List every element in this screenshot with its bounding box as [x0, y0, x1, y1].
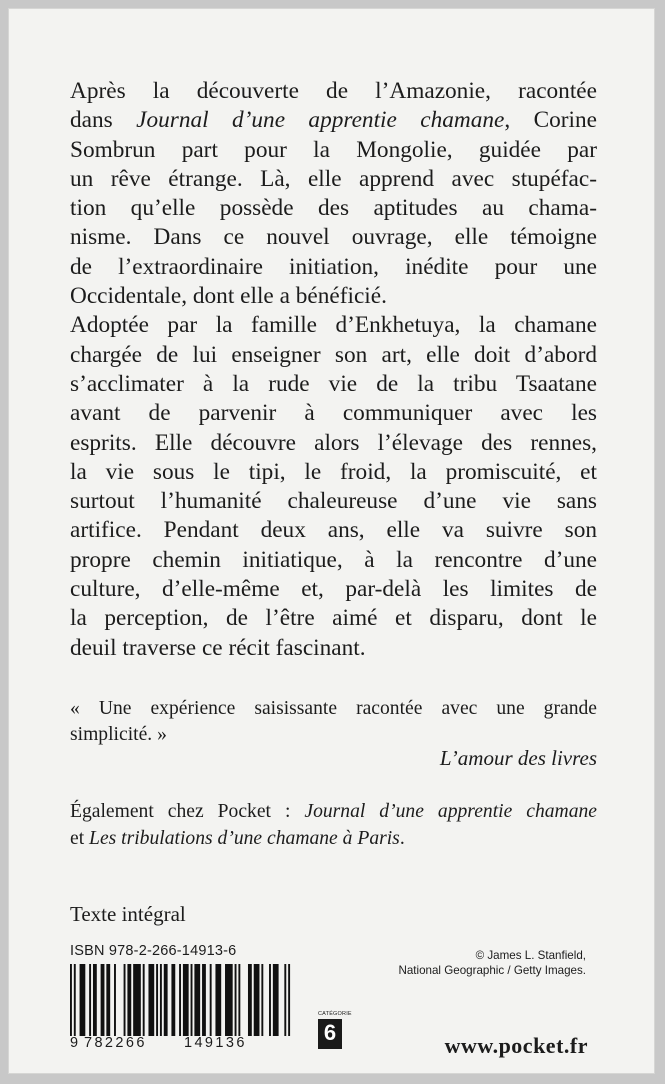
- blurb-paragraph1-line: nisme. Dans ce nouvel ouvrage, elle témoigne: [70, 224, 597, 251]
- category-number: 6: [318, 1019, 342, 1049]
- barcode-bar: [191, 964, 193, 1036]
- press-quote: [70, 696, 597, 748]
- blurb-paragraph2-line: deuil traverse ce récit fascinant.: [70, 634, 366, 661]
- barcode-bar: [210, 964, 212, 1036]
- barcode-bar: [238, 964, 240, 1036]
- book-title-reference: Journal d’une apprentie chamane: [136, 107, 505, 134]
- also-available-note: [70, 798, 597, 852]
- isbn-label: ISBN 978-2-266-14913-6: [70, 943, 237, 959]
- barcode-bar: [143, 964, 145, 1036]
- barcode-bar: [261, 964, 263, 1036]
- blurb-paragraph1-line: Sombrun part pour la Mongolie, guidée par: [70, 136, 597, 163]
- barcode-bar: [202, 964, 206, 1036]
- also-prefix: Également chez Pocket :: [70, 801, 305, 822]
- also-title-1: Journal d’une apprentie chamane: [304, 801, 597, 822]
- barcode-bar: [273, 964, 279, 1036]
- also-line-2: [70, 828, 405, 849]
- barcode-bar: [269, 964, 271, 1036]
- photo-credit: [398, 948, 586, 978]
- blurb-paragraph1-line: un rêve étrange. Là, elle apprend avec stupéfac-: [70, 165, 597, 192]
- blurb-paragraph1-line: tion qu’elle possède des aptitudes au chama-: [70, 195, 597, 222]
- blurb-paragraph2-line: surtout l’humanité chaleureuse d’une vie sans: [70, 488, 597, 515]
- press-quote-line-2: simplicité. »: [70, 724, 167, 745]
- barcode-bar: [225, 964, 233, 1036]
- barcode-bar: [89, 964, 91, 1036]
- barcode-bar: [80, 964, 86, 1036]
- barcode-digits: [70, 1035, 300, 1051]
- press-quote-line-1: « Une expérience saisissante racontée avec une grande: [70, 698, 597, 719]
- blurb-paragraph1-line: Après la découverte de l’Amazonie, racontée: [70, 78, 597, 104]
- barcode-bar: [164, 964, 168, 1036]
- blurb-text: [70, 77, 597, 663]
- barcode-bar: [284, 964, 286, 1036]
- blurb-paragraph2-line: avant de parvenir à communiquer avec les: [70, 400, 597, 427]
- barcode-digit-group-2: 149136: [184, 1035, 247, 1051]
- blurb-paragraph2-line: chargée de lui enseigner son art, elle doit d’abord: [70, 341, 597, 368]
- barcode-bar: [124, 964, 126, 1036]
- barcode-bar: [133, 964, 141, 1036]
- blurb-paragraph2-line: la perception, de l’être aimé et disparu, dont le: [70, 605, 597, 632]
- barcode-bar: [215, 964, 221, 1036]
- edition-note: Texte intégral: [70, 902, 186, 926]
- barcode-bar: [106, 964, 110, 1036]
- blurb-paragraph1-line: [70, 106, 597, 135]
- barcode-digit-first: 9: [70, 1035, 79, 1051]
- blurb-paragraph2-line: s’acclimater à la rude vie de la tribu Tsaatane: [70, 370, 597, 397]
- barcode-bar: [156, 964, 158, 1036]
- publisher-url: www.pocket.fr: [444, 1033, 588, 1058]
- barcode-bar: [183, 964, 189, 1036]
- barcode-bar: [93, 964, 97, 1036]
- barcode-bar: [127, 964, 131, 1036]
- also-line-1: [70, 798, 597, 825]
- blurb-paragraph2-line: culture, d’elle-même et, par-delà les limites de: [70, 576, 597, 603]
- barcode-bar: [148, 964, 154, 1036]
- barcode-bar: [235, 964, 237, 1036]
- barcode-bar: [248, 964, 252, 1036]
- barcode-bar: [101, 964, 105, 1036]
- barcode-bar: [254, 964, 260, 1036]
- also-suffix: .: [399, 828, 405, 849]
- barcode-bar: [179, 964, 181, 1036]
- photo-credit-line-2: National Geographic / Getty Images.: [398, 964, 586, 977]
- text-fragment: dans: [70, 107, 137, 134]
- blurb-paragraph2-line: propre chemin initiatique, à la rencontre d’une: [70, 546, 597, 573]
- barcode-bar: [171, 964, 175, 1036]
- press-quote-attribution: L’amour des livres: [439, 746, 597, 770]
- blurb-paragraph-2: [70, 311, 597, 663]
- barcode-bar: [74, 964, 76, 1036]
- book-back-cover: [8, 8, 655, 1074]
- blurb-paragraph2-line: artifice. Pendant deux ans, elle va suivre son: [70, 517, 597, 544]
- text-fragment: , Corine: [504, 107, 597, 134]
- blurb-paragraph2-line: Adoptée par la famille d’Enkhetuya, la chamane: [70, 312, 597, 339]
- barcode-bar: [288, 964, 290, 1036]
- barcode-bar: [194, 964, 200, 1036]
- barcode-digit-group-1: 782266: [84, 1035, 147, 1051]
- also-title-2: Les tribulations d’une chamane à Paris: [89, 828, 400, 849]
- blurb-paragraph2-line: la vie sous le tipi, le froid, la promiscuité, et: [70, 458, 597, 485]
- blurb-paragraph2-line: esprits. Elle découvre alors l’élevage des rennes,: [70, 429, 597, 456]
- blurb-paragraph1-line: de l’extraordinaire initiation, inédite pour une: [70, 253, 597, 280]
- photo-credit-line-1: © James L. Stanfield,: [475, 949, 586, 962]
- blurb-paragraph-1: [70, 77, 597, 311]
- barcode-bar: [160, 964, 162, 1036]
- category-label: CATÉGORIE: [318, 1011, 352, 1017]
- blurb-paragraph1-line: Occidentale, dont elle a bénéficié.: [70, 283, 387, 310]
- barcode: [70, 964, 292, 1036]
- barcode-bar: [114, 964, 116, 1036]
- also-conj: et: [70, 828, 90, 849]
- price-category-badge: [318, 1011, 352, 1049]
- barcode-bar: [70, 964, 72, 1036]
